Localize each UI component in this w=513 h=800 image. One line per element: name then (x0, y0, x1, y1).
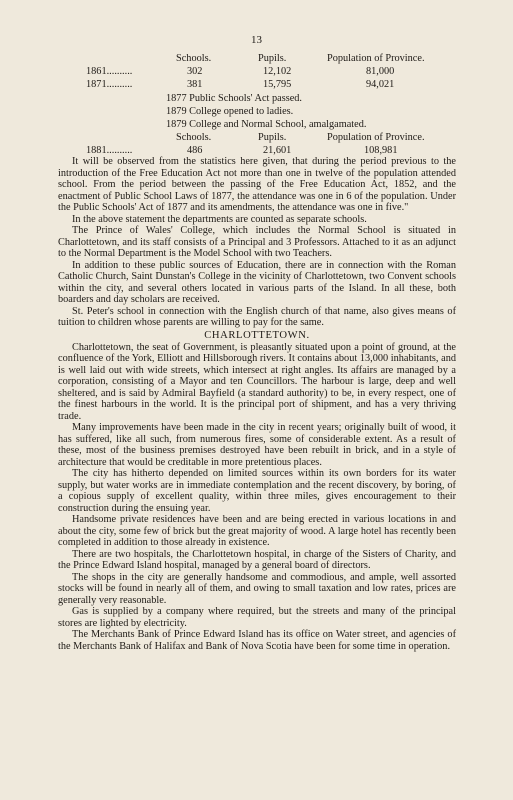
body-text (58, 156, 456, 652)
row-schools: 381 (187, 79, 203, 90)
paragraph: The shops in the city are generally handsome and commodious, and ample, well assorted stocks will be found in nearly all of them, and owing to small taxation and low rates, prices are generally very reasonable. (58, 571, 456, 606)
paragraph: Charlottetown, the seat of Government, is pleasantly situated upon a point of ground, at the confluence of the York, Elliott and Hillsborough rivers. It contains about 13,000 inhabitants, and is well laid out with wide streets, which intersect at right angles. Its affairs are managed by a corporation, consisting of a Mayor and ten Councillors. The harbour is large, deep and well sheltered, and is said by Admiral Bayfield (a standard authority) to be, in every respect, one of the finest harbours in the world. It is the principal port of shipment, and has a very thriving trade. (58, 341, 456, 422)
paragraph: In addition to these public sources of Education, there are in connection with the Roman Catholic Church, Saint Dunstan's College in the vicinity of Charlottetown, two Convent schools within the city, and several others located in various parts of the Island. In all these, both boarders and day scholars are received. (58, 259, 456, 305)
row-population: 108,981 (364, 145, 398, 156)
paragraph: There are two hospitals, the Charlottetown hospital, in charge of the Sisters of Charity, and the Prince Edward Island hospital, managed by a general board of directors. (58, 548, 456, 571)
header-schools: Schools. (176, 53, 212, 64)
paragraph: The Merchants Bank of Prince Edward Island has its office on Water street, and agencies of the Merchants Bank of Halifax and Bank of Nova Scotia have been for some time in operation. (58, 629, 456, 652)
row-population: 94,021 (366, 79, 395, 90)
header-population: Population of Province. (327, 132, 425, 143)
header-pupils: Pupils. (258, 132, 287, 143)
row-population: 81,000 (366, 66, 395, 77)
paragraph: The city has hitherto depended on limited sources within its own borders for its water supply, but water works are in immediate contemplation and the recent discovery, by boring, of a copious supply of excellent quality, within three miles, gives encouragement to their construction during the ensuing year. (58, 468, 456, 514)
row-pupils: 15,795 (263, 79, 292, 90)
paragraph: Gas is supplied by a company where required, but the streets and many of the principal stores are lighted by electricity. (58, 606, 456, 629)
paragraph: Many improvements have been made in the city in recent years; originally built of wood, it has suffered, like all such, from numerous fires, some of considerable extent. As a result of these, most of the business premises destroyed have been rebuilt in brick, and in a style of architecture that would be creditable in more pretentious places. (58, 422, 456, 468)
paragraph: It will be observed from the statistics here given, that during the period previous to the introduction of the Free Education Act not more than one in twelve of the population attended school. From the period between the passing of the Free Education Act, 1852, and the enactment of Public School Laws of 1877, the attendance was one in 6 of the population. Under the Public Schools' Act of 1877 and its amendments, the attendance was one in five." (58, 156, 456, 213)
page-number: 13 (251, 34, 262, 46)
row-schools: 486 (187, 145, 203, 156)
row-year: 1861.......... (86, 66, 133, 77)
row-year: 1881.......... (86, 145, 133, 156)
paragraph: St. Peter's school in connection with the English church of that name, also gives means of tuition to children whose parents are willing to pay for the same. (58, 305, 456, 328)
paragraph: The Prince of Wales' College, which includes the Normal School is situated in Charlottetown, and its staff consists of a Principal and 3 Professors. Attached to it as an adjunct to the Normal Department is the Model School with two Teachers. (58, 225, 456, 259)
header-schools: Schools. (176, 132, 212, 143)
milestone-line: 1879 College and Normal School, amalgamated. (166, 119, 367, 130)
row-pupils: 21,601 (263, 145, 292, 156)
row-pupils: 12,102 (263, 66, 292, 77)
header-pupils: Pupils. (258, 53, 287, 64)
milestone-line: 1879 College opened to ladies. (166, 106, 294, 117)
header-population: Population of Province. (327, 53, 425, 64)
row-schools: 302 (187, 66, 203, 77)
milestone-line: 1877 Public Schools' Act passed. (166, 93, 302, 104)
paragraph: Handsome private residences have been and are being erected in various locations in and about the city, some few of brick but the great majority of wood. A large hotel has recently been completed in addition to those already in existence. (58, 514, 456, 548)
section-heading: CHARLOTTETOWN. (204, 329, 310, 341)
row-year: 1871.......... (86, 79, 133, 90)
paragraph: In the above statement the departments are counted as separate schools. (72, 213, 367, 225)
